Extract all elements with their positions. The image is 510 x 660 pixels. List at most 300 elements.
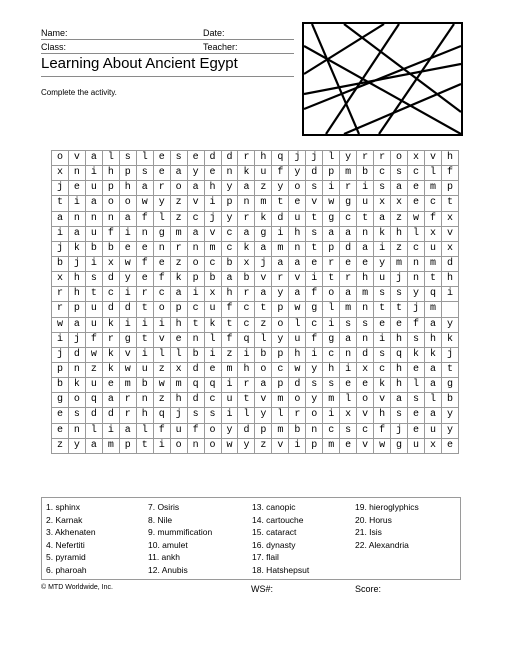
- grid-cell: n: [357, 226, 374, 241]
- grid-cell: h: [289, 226, 306, 241]
- grid-cell: c: [187, 211, 204, 226]
- grid-cell: n: [357, 302, 374, 317]
- grid-cell: l: [170, 347, 187, 362]
- grid-cell: g: [52, 393, 69, 408]
- word-list-item: 10. amulet: [148, 539, 188, 550]
- grid-cell: j: [441, 347, 458, 362]
- grid-cell: m: [323, 438, 340, 453]
- word-list-item: 14. cartouche: [252, 514, 304, 525]
- grid-cell: i: [119, 317, 136, 332]
- grid-cell: c: [374, 362, 391, 377]
- grid-cell: i: [102, 423, 119, 438]
- grid-cell: o: [255, 362, 272, 377]
- grid-cell: h: [374, 408, 391, 423]
- grid-cell: c: [238, 317, 255, 332]
- grid-cell: o: [204, 423, 221, 438]
- grid-cell: a: [68, 317, 85, 332]
- grid-row: [52, 302, 459, 317]
- grid-cell: c: [306, 317, 323, 332]
- grid-cell: v: [187, 196, 204, 211]
- grid-cell: e: [441, 438, 458, 453]
- grid-cell: h: [391, 226, 408, 241]
- grid-cell: m: [272, 393, 289, 408]
- grid-cell: n: [68, 362, 85, 377]
- grid-cell: i: [272, 226, 289, 241]
- grid-cell: o: [102, 196, 119, 211]
- grid-cell: f: [85, 332, 102, 347]
- grid-cell: x: [441, 211, 458, 226]
- grid-cell: f: [221, 302, 238, 317]
- grid-cell: f: [153, 272, 170, 287]
- grid-cell: q: [204, 378, 221, 393]
- grid-cell: i: [119, 287, 136, 302]
- grid-cell: l: [424, 166, 441, 181]
- grid-cell: r: [119, 408, 136, 423]
- grid-cell: a: [391, 393, 408, 408]
- grid-cell: k: [424, 347, 441, 362]
- grid-cell: x: [424, 226, 441, 241]
- grid-cell: s: [187, 408, 204, 423]
- grid-row: [52, 196, 459, 211]
- date-label: Date:: [203, 28, 225, 38]
- grid-cell: v: [357, 438, 374, 453]
- grid-cell: e: [357, 378, 374, 393]
- grid-cell: w: [374, 438, 391, 453]
- grid-cell: i: [221, 408, 238, 423]
- grid-cell: w: [136, 196, 153, 211]
- grid-cell: x: [374, 196, 391, 211]
- grid-cell: u: [85, 302, 102, 317]
- grid-cell: x: [204, 287, 221, 302]
- grid-cell: v: [255, 393, 272, 408]
- grid-cell: r: [357, 151, 374, 166]
- grid-cell: y: [272, 332, 289, 347]
- grid-cell: t: [306, 241, 323, 256]
- grid-cell: f: [441, 166, 458, 181]
- grid-cell: t: [391, 302, 408, 317]
- name-line: [41, 39, 294, 40]
- grid-cell: u: [221, 393, 238, 408]
- grid-cell: h: [170, 393, 187, 408]
- grid-cell: r: [289, 408, 306, 423]
- grid-cell: e: [187, 151, 204, 166]
- grid-cell: a: [170, 166, 187, 181]
- grid-cell: m: [340, 302, 357, 317]
- grid-cell: c: [238, 302, 255, 317]
- grid-cell: i: [306, 347, 323, 362]
- grid-cell: f: [136, 211, 153, 226]
- grid-cell: h: [204, 181, 221, 196]
- grid-cell: n: [408, 272, 425, 287]
- grid-cell: y: [272, 181, 289, 196]
- grid-cell: j: [170, 408, 187, 423]
- grid-cell: q: [238, 332, 255, 347]
- grid-cell: s: [374, 347, 391, 362]
- grid-cell: i: [323, 408, 340, 423]
- grid-cell: y: [374, 256, 391, 271]
- grid-cell: m: [102, 438, 119, 453]
- grid-cell: p: [255, 423, 272, 438]
- grid-cell: n: [187, 241, 204, 256]
- grid-row: [52, 423, 459, 438]
- grid-cell: r: [323, 256, 340, 271]
- grid-cell: h: [323, 362, 340, 377]
- grid-cell: w: [85, 347, 102, 362]
- grid-cell: e: [119, 241, 136, 256]
- grid-cell: e: [136, 241, 153, 256]
- grid-row: [52, 272, 459, 287]
- word-list-item: 4. Nefertiti: [46, 539, 85, 550]
- grid-cell: s: [306, 378, 323, 393]
- grid-cell: e: [357, 256, 374, 271]
- grid-cell: u: [170, 423, 187, 438]
- grid-cell: x: [102, 256, 119, 271]
- grid-cell: a: [238, 226, 255, 241]
- grid-cell: z: [85, 362, 102, 377]
- grid-cell: n: [357, 332, 374, 347]
- grid-cell: r: [102, 332, 119, 347]
- grid-cell: q: [153, 408, 170, 423]
- grid-row: [52, 166, 459, 181]
- grid-cell: c: [204, 256, 221, 271]
- grid-cell: a: [255, 378, 272, 393]
- grid-cell: q: [391, 347, 408, 362]
- grid-cell: g: [255, 226, 272, 241]
- grid-cell: i: [136, 347, 153, 362]
- grid-cell: n: [306, 423, 323, 438]
- grid-cell: c: [323, 423, 340, 438]
- word-list-item: 1. sphinx: [46, 502, 81, 512]
- grid-cell: q: [187, 378, 204, 393]
- grid-row: [52, 211, 459, 226]
- grid-cell: a: [85, 438, 102, 453]
- decorative-line-art: [302, 22, 463, 136]
- grid-cell: o: [52, 151, 69, 166]
- grid-cell: p: [170, 302, 187, 317]
- grid-cell: e: [52, 408, 69, 423]
- grid-cell: i: [136, 317, 153, 332]
- grid-cell: o: [170, 181, 187, 196]
- grid-cell: t: [357, 211, 374, 226]
- grid-cell: h: [357, 272, 374, 287]
- grid-cell: a: [255, 241, 272, 256]
- grid-cell: n: [289, 241, 306, 256]
- grid-cell: m: [424, 256, 441, 271]
- grid-cell: a: [424, 362, 441, 377]
- word-list-item: 19. hieroglyphics: [355, 502, 419, 512]
- grid-cell: i: [204, 196, 221, 211]
- grid-cell: k: [441, 332, 458, 347]
- grid-cell: w: [323, 196, 340, 211]
- grid-cell: x: [408, 151, 425, 166]
- grid-cell: a: [374, 211, 391, 226]
- grid-cell: a: [424, 317, 441, 332]
- grid-cell: d: [340, 241, 357, 256]
- grid-cell: s: [204, 408, 221, 423]
- grid-cell: m: [340, 166, 357, 181]
- grid-cell: t: [255, 302, 272, 317]
- grid-cell: m: [204, 241, 221, 256]
- grid-cell: z: [391, 241, 408, 256]
- grid-cell: a: [52, 211, 69, 226]
- grid-cell: e: [340, 256, 357, 271]
- grid-cell: b: [441, 393, 458, 408]
- grid-cell: j: [68, 256, 85, 271]
- grid-cell: o: [68, 393, 85, 408]
- score-label: Score:: [355, 584, 382, 594]
- grid-cell: x: [391, 196, 408, 211]
- grid-cell: c: [408, 166, 425, 181]
- grid-cell: k: [255, 211, 272, 226]
- grid-cell: n: [68, 211, 85, 226]
- grid-cell: i: [153, 438, 170, 453]
- grid-cell: g: [153, 226, 170, 241]
- grid-cell: u: [204, 302, 221, 317]
- grid-cell: a: [85, 151, 102, 166]
- grid-cell: i: [357, 181, 374, 196]
- grid-cell: s: [323, 378, 340, 393]
- grid-cell: f: [153, 423, 170, 438]
- grid-cell: c: [221, 226, 238, 241]
- grid-cell: f: [424, 211, 441, 226]
- grid-cell: d: [85, 408, 102, 423]
- grid-cell: j: [52, 241, 69, 256]
- grid-cell: w: [52, 317, 69, 332]
- grid-cell: r: [374, 151, 391, 166]
- grid-cell: j: [391, 423, 408, 438]
- grid-cell: q: [272, 151, 289, 166]
- grid-cell: v: [204, 226, 221, 241]
- grid-cell: e: [408, 423, 425, 438]
- ws-label: WS#:: [251, 584, 274, 594]
- grid-cell: y: [306, 362, 323, 377]
- grid-cell: r: [238, 211, 255, 226]
- grid-cell: b: [357, 166, 374, 181]
- grid-cell: x: [340, 408, 357, 423]
- grid-cell: b: [136, 378, 153, 393]
- grid-cell: r: [52, 287, 69, 302]
- grid-cell: n: [68, 423, 85, 438]
- grid-cell: y: [441, 317, 458, 332]
- grid-cell: i: [68, 196, 85, 211]
- grid-cell: z: [52, 438, 69, 453]
- word-list-item: 18. Hatshepsut: [252, 564, 310, 575]
- grid-cell: m: [391, 256, 408, 271]
- grid-cell: z: [170, 211, 187, 226]
- grid-cell: r: [272, 272, 289, 287]
- grid-cell: d: [441, 256, 458, 271]
- grid-cell: s: [170, 151, 187, 166]
- grid-cell: c: [187, 302, 204, 317]
- grid-cell: t: [136, 302, 153, 317]
- grid-cell: a: [102, 393, 119, 408]
- grid-cell: m: [272, 423, 289, 438]
- grid-cell: s: [408, 393, 425, 408]
- grid-cell: r: [119, 393, 136, 408]
- grid-cell: l: [289, 317, 306, 332]
- grid-cell: p: [119, 166, 136, 181]
- teacher-label: Teacher:: [203, 42, 238, 52]
- grid-cell: t: [306, 211, 323, 226]
- grid-cell: x: [52, 166, 69, 181]
- grid-cell: k: [374, 226, 391, 241]
- grid-cell: u: [255, 166, 272, 181]
- grid-cell: v: [289, 272, 306, 287]
- grid-cell: q: [424, 287, 441, 302]
- word-list-item: 15. cataract: [252, 527, 297, 537]
- grid-cell: z: [153, 362, 170, 377]
- grid-cell: s: [136, 166, 153, 181]
- grid-cell: o: [357, 393, 374, 408]
- grid-cell: d: [68, 347, 85, 362]
- grid-cell: u: [85, 226, 102, 241]
- grid-cell: r: [238, 151, 255, 166]
- grid-cell: u: [424, 241, 441, 256]
- grid-cell: u: [289, 332, 306, 347]
- word-list-item: 16. dynasty: [252, 539, 296, 550]
- grid-row: [52, 362, 459, 377]
- grid-cell: a: [170, 287, 187, 302]
- name-label: Name:: [41, 28, 68, 38]
- grid-cell: l: [424, 393, 441, 408]
- grid-cell: k: [374, 378, 391, 393]
- grid-cell: j: [52, 347, 69, 362]
- grid-cell: r: [153, 181, 170, 196]
- grid-row: [52, 332, 459, 347]
- word-list-item: 13. canopic: [252, 502, 296, 512]
- grid-cell: l: [323, 151, 340, 166]
- grid-cell: i: [187, 287, 204, 302]
- grid-row: [52, 408, 459, 423]
- grid-cell: y: [238, 438, 255, 453]
- grid-cell: a: [340, 332, 357, 347]
- grid-cell: a: [289, 256, 306, 271]
- grid-cell: u: [289, 211, 306, 226]
- grid-cell: c: [102, 287, 119, 302]
- instructions: Complete the activity.: [41, 88, 117, 97]
- grid-cell: l: [408, 378, 425, 393]
- grid-cell: t: [323, 272, 340, 287]
- grid-cell: j: [391, 272, 408, 287]
- grid-cell: d: [187, 362, 204, 377]
- grid-cell: d: [102, 302, 119, 317]
- grid-cell: y: [306, 393, 323, 408]
- grid-cell: s: [68, 408, 85, 423]
- grid-cell: p: [323, 241, 340, 256]
- grid-cell: s: [119, 151, 136, 166]
- word-list-item: 7. Osiris: [148, 502, 180, 512]
- grid-cell: c: [357, 423, 374, 438]
- grid-cell: s: [391, 166, 408, 181]
- grid-cell: h: [221, 287, 238, 302]
- grid-cell: e: [136, 272, 153, 287]
- grid-cell: k: [68, 378, 85, 393]
- grid-cell: b: [187, 347, 204, 362]
- grid-cell: v: [153, 332, 170, 347]
- grid-cell: l: [408, 226, 425, 241]
- grid-cell: r: [340, 181, 357, 196]
- grid-cell: f: [187, 423, 204, 438]
- grid-cell: s: [340, 317, 357, 332]
- grid-cell: w: [289, 302, 306, 317]
- grid-cell: h: [238, 362, 255, 377]
- grid-cell: o: [391, 151, 408, 166]
- grid-cell: u: [85, 317, 102, 332]
- grid-cell: n: [68, 166, 85, 181]
- grid-cell: r: [170, 241, 187, 256]
- grid-cell: l: [153, 211, 170, 226]
- grid-cell: d: [187, 393, 204, 408]
- grid-cell: c: [272, 362, 289, 377]
- grid-cell: z: [153, 393, 170, 408]
- grid-cell: a: [119, 423, 136, 438]
- grid-cell: u: [357, 196, 374, 211]
- grid-cell: a: [68, 226, 85, 241]
- grid-cell: t: [424, 272, 441, 287]
- grid-cell: p: [52, 362, 69, 377]
- grid-cell: k: [204, 317, 221, 332]
- grid-cell: z: [221, 347, 238, 362]
- grid-cell: e: [408, 181, 425, 196]
- grid-cell: v: [357, 408, 374, 423]
- grid-cell: p: [102, 181, 119, 196]
- grid-cell: l: [255, 332, 272, 347]
- grid-cell: t: [221, 317, 238, 332]
- grid-cell: b: [204, 272, 221, 287]
- grid-row: [52, 393, 459, 408]
- grid-cell: p: [272, 347, 289, 362]
- grid-cell: i: [374, 241, 391, 256]
- grid-cell: p: [323, 166, 340, 181]
- grid-cell: n: [85, 211, 102, 226]
- grid-cell: k: [102, 362, 119, 377]
- grid-cell: e: [204, 166, 221, 181]
- grid-cell: p: [68, 302, 85, 317]
- word-list-item: 22. Alexandria: [355, 539, 409, 550]
- grid-cell: s: [374, 287, 391, 302]
- grid-cell: i: [221, 378, 238, 393]
- grid-cell: i: [323, 317, 340, 332]
- grid-cell: u: [85, 378, 102, 393]
- grid-cell: h: [136, 408, 153, 423]
- grid-cell: r: [340, 272, 357, 287]
- grid-cell: j: [68, 332, 85, 347]
- grid-cell: o: [306, 408, 323, 423]
- grid-cell: d: [289, 378, 306, 393]
- grid-cell: z: [255, 317, 272, 332]
- grid-cell: v: [255, 272, 272, 287]
- grid-cell: s: [306, 226, 323, 241]
- grid-cell: o: [272, 317, 289, 332]
- grid-cell: h: [68, 287, 85, 302]
- grid-cell: s: [306, 181, 323, 196]
- grid-cell: s: [340, 423, 357, 438]
- grid-cell: b: [238, 272, 255, 287]
- grid-cell: g: [340, 196, 357, 211]
- grid-cell: k: [170, 272, 187, 287]
- grid-cell: e: [289, 196, 306, 211]
- grid-cell: a: [187, 181, 204, 196]
- word-list-item: 17. flail: [252, 552, 279, 562]
- word-list-item: 8. Nile: [148, 514, 173, 525]
- grid-cell: f: [221, 332, 238, 347]
- grid-cell: h: [289, 347, 306, 362]
- grid-cell: a: [357, 241, 374, 256]
- grid-cell: o: [170, 438, 187, 453]
- grid-cell: a: [187, 226, 204, 241]
- grid-cell: x: [441, 241, 458, 256]
- grid-cell: m: [119, 378, 136, 393]
